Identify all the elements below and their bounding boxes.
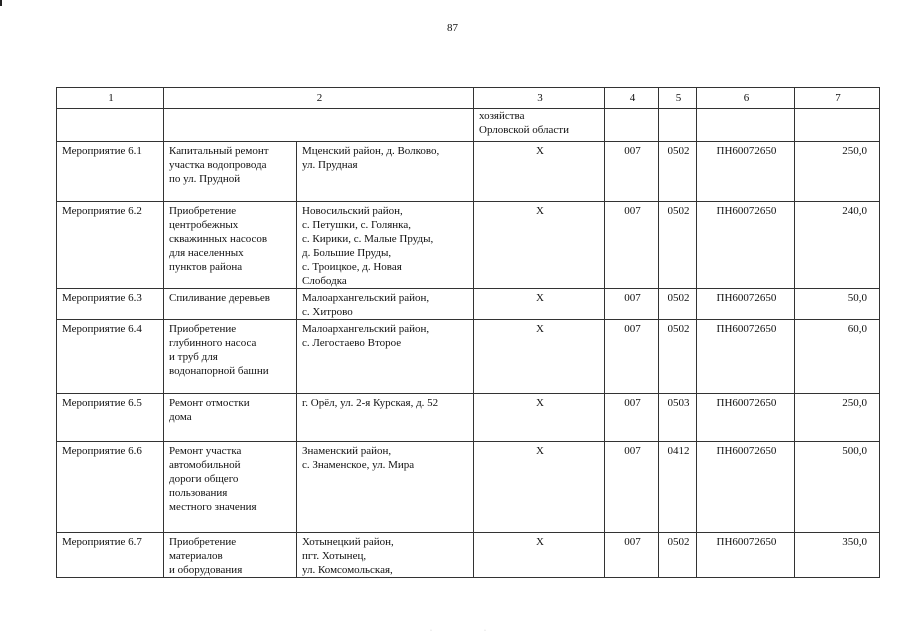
activity-description-cell: Приобретение глубинного насоса и труб для водонапорной башни bbox=[164, 320, 297, 394]
col4-cell: 007 bbox=[605, 442, 659, 533]
amount-cell: 250,0 bbox=[795, 142, 880, 202]
column-number-row bbox=[57, 88, 880, 109]
activity-name-cell: Мероприятие 6.5 bbox=[57, 394, 164, 442]
activity-name-cell: Мероприятие 6.3 bbox=[57, 289, 164, 320]
activity-description-cell: Приобретение центробежных скважинных насосов для населенных пунктов района bbox=[164, 202, 297, 289]
continuation-text: хозяйства Орловской области bbox=[474, 109, 605, 142]
location-cell: Хотынецкий район, пгт. Хотынец, ул. Комсомольская, bbox=[297, 533, 474, 578]
col4-cell: 007 bbox=[605, 202, 659, 289]
amount-cell: 240,0 bbox=[795, 202, 880, 289]
activity-description-cell: Ремонт отмостки дома bbox=[164, 394, 297, 442]
col5-cell: 0502 bbox=[659, 142, 697, 202]
col3-cell: Х bbox=[474, 320, 605, 394]
table-row bbox=[57, 289, 880, 320]
activity-name-cell: Мероприятие 6.4 bbox=[57, 320, 164, 394]
col5-cell: 0502 bbox=[659, 320, 697, 394]
col6-cell: ПН60072650 bbox=[697, 202, 795, 289]
table-row bbox=[57, 533, 880, 578]
location-cell: Новосильский район, с. Петушки, с. Голянка, с. Кирики, с. Малые Пруды, д. Большие Пруды, с. Троицкое, д. Новая Слободка bbox=[297, 202, 474, 289]
header-cell-3: 3 bbox=[474, 88, 605, 109]
location-cell: Малоархангельский район, с. Легостаево Второе bbox=[297, 320, 474, 394]
header-cell-7: 7 bbox=[795, 88, 880, 109]
header-cell-5: 5 bbox=[659, 88, 697, 109]
col6-cell: ПН60072650 bbox=[697, 142, 795, 202]
col3-cell: Х bbox=[474, 533, 605, 578]
table-row bbox=[57, 394, 880, 442]
amount-cell: 500,0 bbox=[795, 442, 880, 533]
col3-cell: Х bbox=[474, 202, 605, 289]
header-cell-4: 4 bbox=[605, 88, 659, 109]
col6-cell: ПН60072650 bbox=[697, 442, 795, 533]
amount-cell: 60,0 bbox=[795, 320, 880, 394]
amount-cell: 250,0 bbox=[795, 394, 880, 442]
activity-description-cell: Приобретение материалов и оборудования bbox=[164, 533, 297, 578]
budget-table bbox=[56, 87, 880, 578]
col5-cell: 0503 bbox=[659, 394, 697, 442]
header-cell-6: 6 bbox=[697, 88, 795, 109]
header-cell-2: 2 bbox=[164, 88, 474, 109]
location-cell: Знаменский район, с. Знаменское, ул. Мира bbox=[297, 442, 474, 533]
col4-cell: 007 bbox=[605, 533, 659, 578]
col3-cell: Х bbox=[474, 289, 605, 320]
amount-cell: 350,0 bbox=[795, 533, 880, 578]
activity-name-cell: Мероприятие 6.1 bbox=[57, 142, 164, 202]
activity-description-cell: Капитальный ремонт участка водопровода по ул. Прудной bbox=[164, 142, 297, 202]
col3-cell: Х bbox=[474, 142, 605, 202]
table-body bbox=[57, 142, 880, 578]
table-row bbox=[57, 142, 880, 202]
activity-description-cell: Ремонт участка автомобильной дороги общего пользования местного значения bbox=[164, 442, 297, 533]
location-cell: г. Орёл, ул. 2-я Курская, д. 52 bbox=[297, 394, 474, 442]
scan-speck: · bbox=[484, 628, 486, 634]
col5-cell: 0502 bbox=[659, 202, 697, 289]
col4-cell: 007 bbox=[605, 142, 659, 202]
table-row bbox=[57, 202, 880, 289]
table-row bbox=[57, 320, 880, 394]
col6-cell: ПН60072650 bbox=[697, 394, 795, 442]
col5-cell: 0412 bbox=[659, 442, 697, 533]
col3-cell: Х bbox=[474, 442, 605, 533]
col6-cell: ПН60072650 bbox=[697, 320, 795, 394]
location-cell: Малоархангельский район, с. Хитрово bbox=[297, 289, 474, 320]
continuation-row bbox=[57, 109, 880, 142]
activity-name-cell: Мероприятие 6.6 bbox=[57, 442, 164, 533]
col4-cell: 007 bbox=[605, 289, 659, 320]
col6-cell: ПН60072650 bbox=[697, 533, 795, 578]
location-cell: Мценский район, д. Волково, ул. Прудная bbox=[297, 142, 474, 202]
col4-cell: 007 bbox=[605, 320, 659, 394]
col6-cell: ПН60072650 bbox=[697, 289, 795, 320]
header-cell-1: 1 bbox=[57, 88, 164, 109]
scan-speck: · bbox=[430, 628, 432, 634]
activity-name-cell: Мероприятие 6.2 bbox=[57, 202, 164, 289]
col4-cell: 007 bbox=[605, 394, 659, 442]
activity-description-cell: Спиливание деревьев bbox=[164, 289, 297, 320]
col5-cell: 0502 bbox=[659, 289, 697, 320]
table-row bbox=[57, 442, 880, 533]
col3-cell: Х bbox=[474, 394, 605, 442]
col5-cell: 0502 bbox=[659, 533, 697, 578]
activity-name-cell: Мероприятие 6.7 bbox=[57, 533, 164, 578]
scan-corner-mark bbox=[0, 0, 2, 6]
amount-cell: 50,0 bbox=[795, 289, 880, 320]
page-number: 87 bbox=[447, 22, 458, 34]
